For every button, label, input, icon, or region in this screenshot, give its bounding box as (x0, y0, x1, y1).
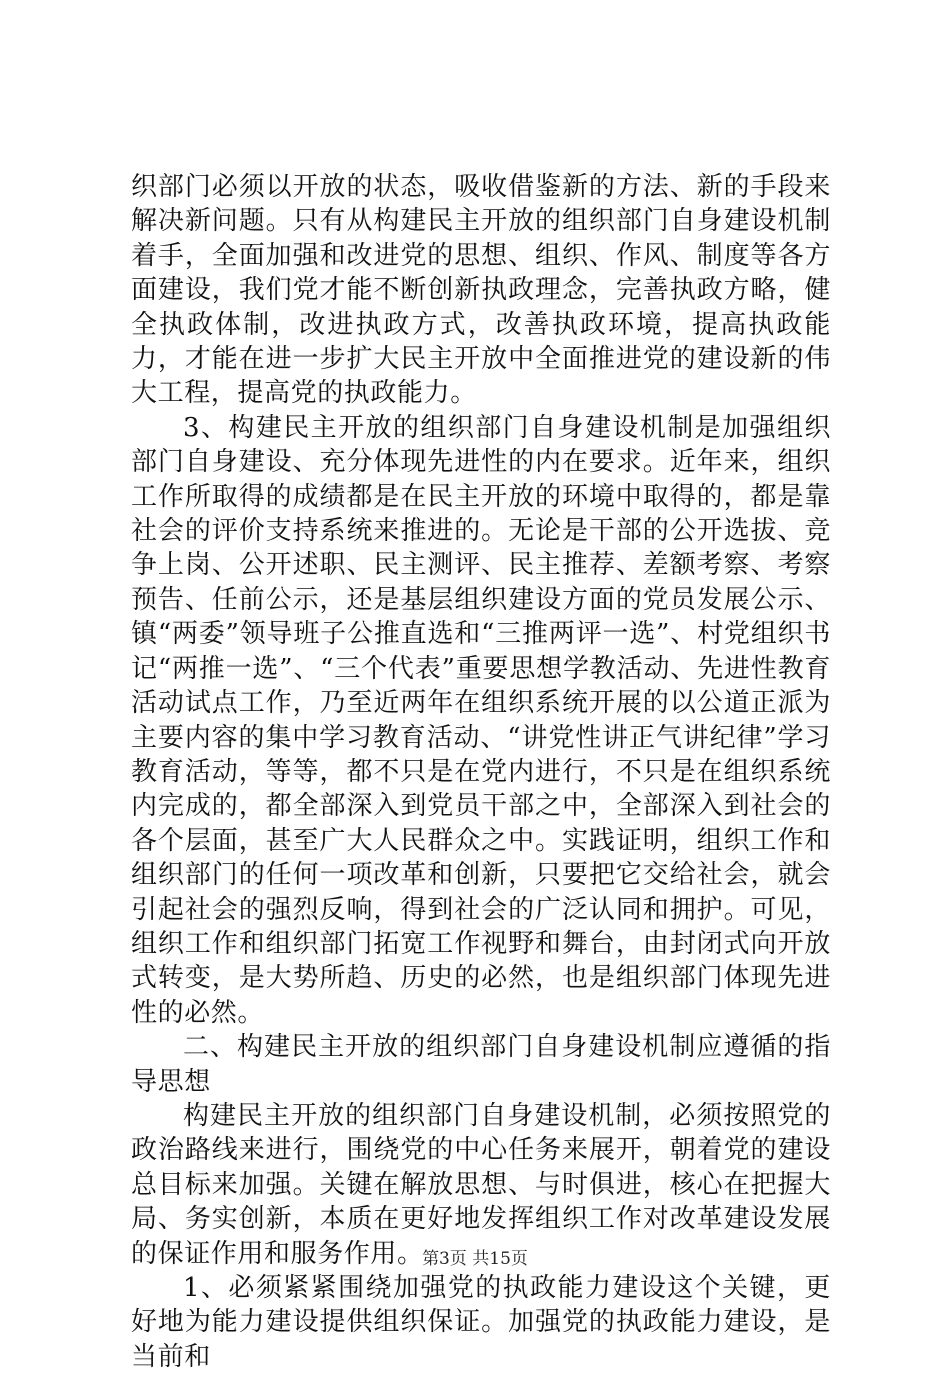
paragraph-continuation: 织部门必须以开放的状态，吸收借鉴新的方法、新的手段来解决新问题。只有从构建民主开放的组织部门自身建设机制着手，全面加强和改进党的思想、组织、作风、制度等各方面建设，我们党才能不断创新执政理念，完善执政方略，健全执政体制，改进执政方式，改善执政环境，提高执政能力，才能在进一步扩大民主开放中全面推进党的建设新的伟大工程，提高党的执政能力。 (131, 172, 831, 409)
document-body (131, 170, 831, 1374)
page-number-footer: 第3页 共15页 (422, 1249, 528, 1269)
section-heading-two: 二、构建民主开放的组织部门自身建设机制应遵循的指导思想 (131, 1032, 831, 1097)
paragraph-point-1: 1、必须紧紧围绕加强党的执政能力建设这个关键，更好地为能力建设提供组织保证。加强党的执政能力建设，是当前和 (131, 1273, 831, 1372)
paragraph-guiding-thought: 构建民主开放的组织部门自身建设机制，必须按照党的政治路线来进行，围绕党的中心任务来展开，朝着党的建设总目标来加强。关键在解放思想、与时俱进，核心在把握大局、务实创新，本质在更好地发挥组织工作对改革建设发展的保证作用和服务作用。 (131, 1100, 831, 1269)
paragraph-point-3: 3、构建民主开放的组织部门自身建设机制是加强组织部门自身建设、充分体现先进性的内在要求。近年来，组织工作所取得的成绩都是在民主开放的环境中取得的，都是靠社会的评价支持系统来推进的。无论是干部的公开选拔、竞争上岗、公开述职、民主测评、民主推荐、差额考察、考察预告、任前公示，还是基层组织建设方面的党员发展公示、镇“两委”领导班子公推直选和“三推两评一选”、村党组织书记“两推一选”、“三个代表”重要思想学教活动、先进性教育活动试点工作，乃至近两年在组织系统开展的以公道正派为主要内容的集中学习教育活动、“讲党性讲正气讲纪律”学习教育活动，等等，都不只是在党内进行，不只是在组织系统内完成的，都全部深入到党员干部之中，全部深入到社会的各个层面，甚至广大人民群众之中。实践证明，组织工作和组织部门的任何一项改革和创新，只要把它交给社会，就会引起社会的强烈反响，得到社会的广泛认同和拥护。可见，组织工作和组织部门拓宽工作视野和舞台，由封闭式向开放式转变，是大势所趋、历史的必然，也是组织部门体现先进性的必然。 (131, 412, 831, 1028)
